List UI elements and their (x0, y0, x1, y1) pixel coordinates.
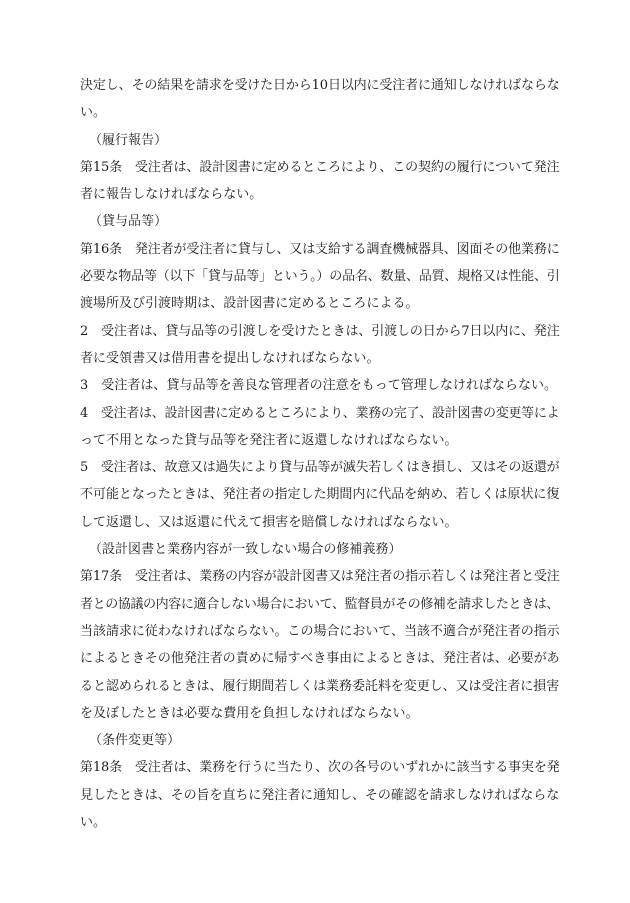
section-heading: （設計図書と業務内容が一致しない場合の修補義務） (89, 542, 402, 558)
section-heading: （貸与品等） (89, 214, 168, 230)
body-line: によるときその他発注者の責めに帰すべき事由によるときは、発注者は、必要があ (80, 651, 560, 667)
document-page (80, 72, 560, 836)
body-line: い。 (80, 105, 107, 121)
body-line: って不用となった貸与品等を発注者に返還しなければならない。 (80, 432, 458, 448)
paragraph-line: 4 受注者は、設計図書に定めるところにより、業務の完了、設計図書の変更等によ (80, 405, 560, 421)
body-line: を及ぼしたときは必要な費用を負担しなければならない。 (80, 705, 419, 721)
paragraph-line: 2 受注者は、貸与品等の引渡しを受けたときは、引渡しの日から7日以内に、発注 (80, 323, 560, 339)
body-line: ると認められるときは、履行期間若しくは業務委託料を変更し、又は受注者に損害 (80, 678, 560, 694)
article-line: 第15条 受注者は、設計図書に定めるところにより、この契約の履行について発注 (80, 159, 560, 175)
paragraph-line: 5 受注者は、故意又は過失により貸与品等が滅失若しくはき損し、又はその返還が (80, 460, 560, 476)
article-line: 第18条 受注者は、業務を行うに当たり、次の各号のいずれかに該当する事実を発 (80, 760, 560, 776)
article-line: 第16条 発注者が受注者に貸与し、又は支給する調査機械器具、図面その他業務に (80, 241, 560, 257)
body-line: して返還し、又は返還に代えて損害を賠償しなければならない。 (80, 514, 458, 530)
body-line: 者に報告しなければならない。 (80, 187, 263, 203)
body-line: 不可能となったときは、発注者の指定した期間内に代品を納め、若しくは原状に復 (80, 487, 560, 503)
body-line: 当該請求に従わなければならない。この場合において、当該不適合が発注者の指示 (80, 623, 560, 639)
body-line: い。 (80, 815, 107, 831)
section-heading: （条件変更等） (89, 733, 181, 749)
body-line: 者との協議の内容に適合しない場合において、監督員がその修補を請求したときは、 (80, 596, 559, 612)
body-line: 見したときは、その旨を直ちに発注者に通知し、その確認を請求しなければならな (80, 787, 560, 803)
section-heading: （履行報告） (89, 132, 168, 148)
body-line: 必要な物品等（以下「貸与品等」という。）の品名、数量、品質、規格又は性能、引 (80, 269, 560, 285)
article-line: 第17条 受注者は、業務の内容が設計図書又は発注者の指示若しくは発注者と受注 (80, 569, 560, 585)
body-line: 渡場所及び引渡時期は、設計図書に定めるところによる。 (80, 296, 419, 312)
paragraph-line: 3 受注者は、貸与品等を善良な管理者の注意をもって管理しなければならない。 (80, 378, 558, 394)
body-line: 決定し、その結果を請求を受けた日から10日以内に受注者に通知しなければならな (80, 78, 560, 93)
body-line: 者に受領書又は借用書を提出しなければならない。 (80, 350, 380, 366)
